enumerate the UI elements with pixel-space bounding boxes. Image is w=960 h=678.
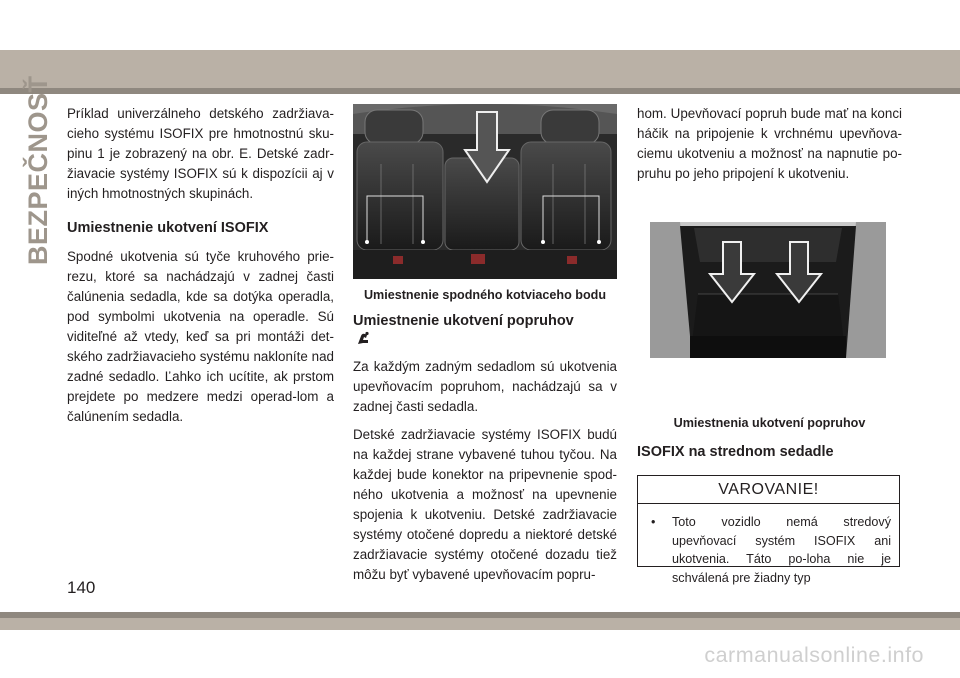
tether-paragraph-continued: hom. Upevňovací popruh bude mať na konci háčik na pripojenie k vrchnému upevňova-ciemu ukotveniu a možnosť na napnutie po-pruhu po jeho pripojení k ukotveniu. xyxy=(637,106,902,181)
rear-seat-photo xyxy=(353,104,617,279)
tether-location-heading: Umiestnenie ukotvení popruhov xyxy=(353,313,574,329)
footer-band xyxy=(0,618,960,630)
header-rule xyxy=(0,88,960,94)
tether-paragraph-2: Detské zadržiavacie systémy ISOFIX budú na každej strane vybavené tuhou tyčou. Na každej bude konektor na pripevnenie spod-ného ukotvenia a možnosť na upevnenie spojenia k ukotveniu. Detské zadržiavacie systémy otočené dopredu a niektoré detské zadržiavacie systémy otočené dozadu tiež môžu byť vybavené upevňovacím popru- xyxy=(353,427,617,582)
column-1 xyxy=(67,104,334,427)
center-seat-heading: ISOFIX na strednom sedadle xyxy=(637,444,834,460)
header-band xyxy=(0,50,960,88)
figure-caption-lower-anchor: Umiestnenie spodného kotviaceho bodu xyxy=(363,288,607,302)
warning-title: VAROVANIE! xyxy=(638,476,899,504)
warning-text: Toto vozidlo nemá stredový upevňovací systém ISOFIX ani ukotvenia. Táto po-loha nie je schválená pre žiadny typ xyxy=(672,515,891,585)
intro-paragraph: Príklad univerzálneho detského zadržiava-cieho systému ISOFIX pre hmotnostnú sku-pinu 1 je zobrazený na obr. E. Detské zadr-žiavacie systémy ISOFIX sú k dispozícii aj v iných hmotnostných skupinách. xyxy=(67,106,334,201)
child-seat-tether-icon xyxy=(353,331,617,349)
watermark: carmanualsonline.info xyxy=(704,643,924,667)
tether-paragraph-1: Za každým zadným sedadlom sú ukotvenia upevňovacím popruhom, nachádzajú sa v zadnej časti sedadla. xyxy=(353,359,617,414)
column-3 xyxy=(637,104,902,184)
page-number: 140 xyxy=(67,578,96,597)
warning-box xyxy=(637,475,900,585)
figure-caption-tether-anchors: Umiestnenia ukotvení popruhov xyxy=(673,416,866,430)
isofix-location-heading: Umiestnenie ukotvení ISOFIX xyxy=(67,220,269,236)
section-label: BEZPEČNOSŤ xyxy=(23,75,53,265)
warning-item xyxy=(638,504,899,587)
warning-bullet: • xyxy=(651,515,656,529)
cargo-area-illustration xyxy=(650,222,886,358)
rear-seat-illustration xyxy=(353,104,617,279)
column-2 xyxy=(353,104,617,585)
isofix-location-paragraph: Spodné ukotvenia sú tyče kruhového prie-rezu, ktoré sa nachádzajú v zadnej časti čalúnenia sedadla, kde sa dotýka operadla, pod symbolmi ukotvenia na operadle. Sú viditeľné až vtedy, keď sa pri montáži det-ského zadržiavacieho systému nakloníte nad zadné sedadlo. Ľahko ich ucítite, ak prstom prejdete po medzere medzi operad-lom a čalúnením sedadla. xyxy=(67,249,334,424)
cargo-area-photo xyxy=(650,222,886,358)
